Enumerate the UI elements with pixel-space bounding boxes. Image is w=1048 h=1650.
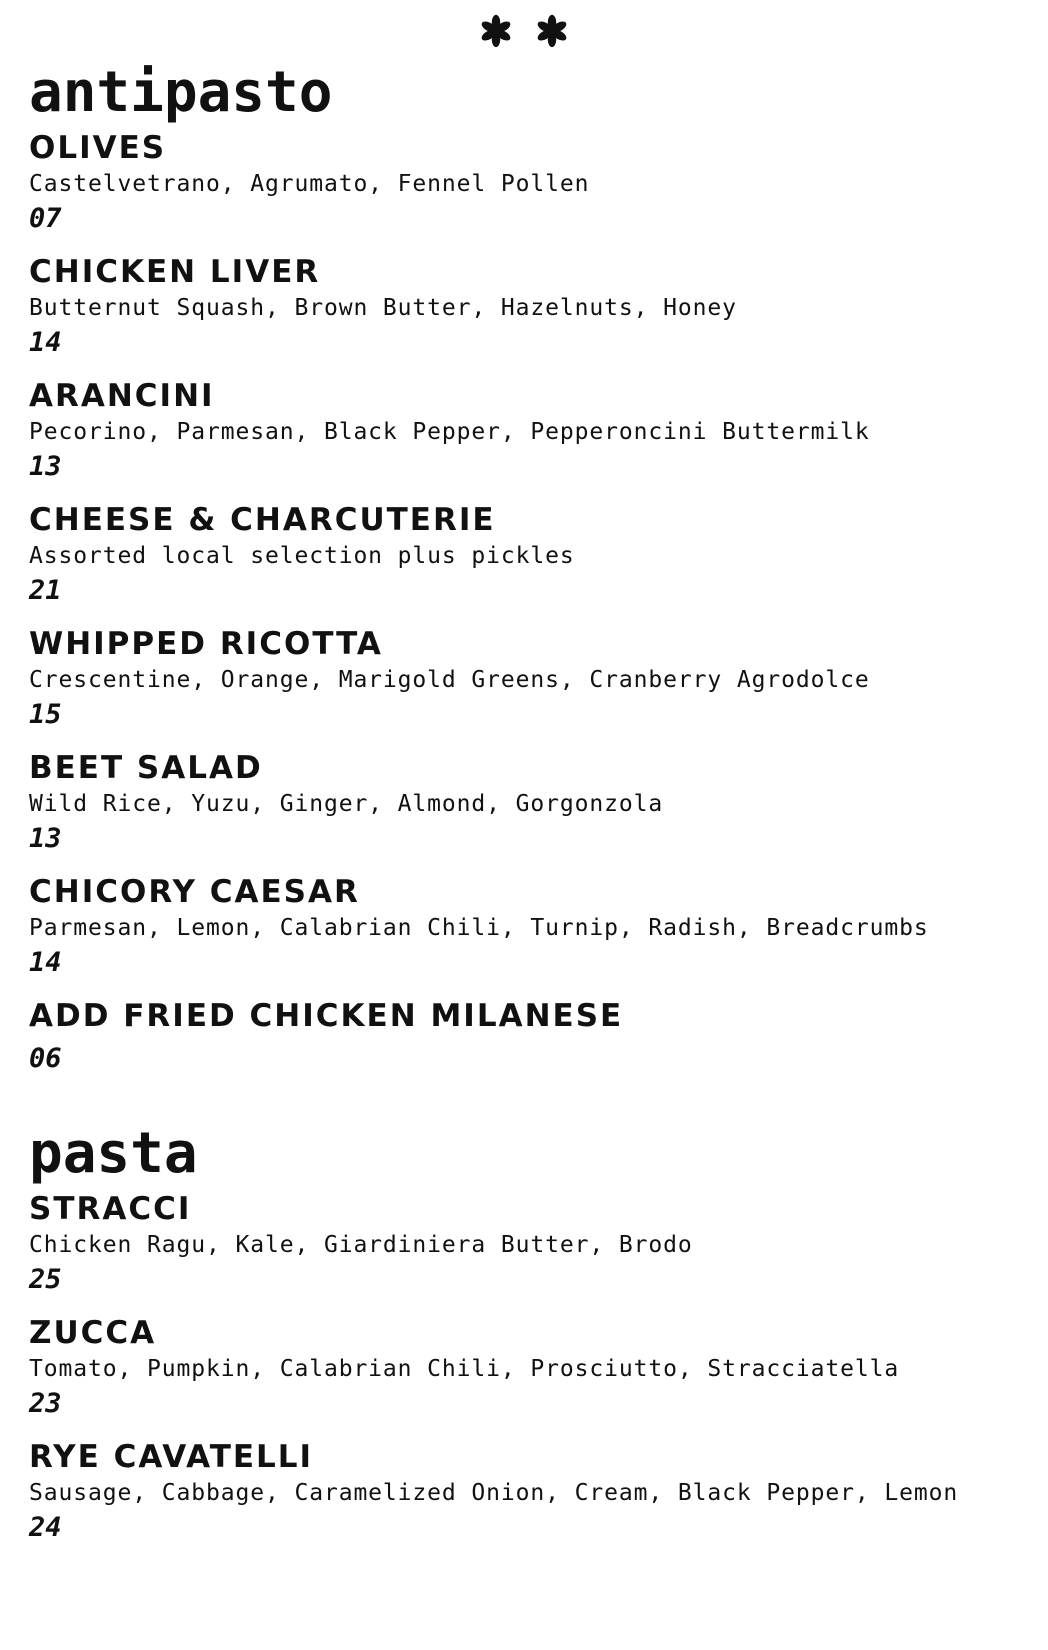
- item-price: 24: [29, 1512, 62, 1543]
- item-price: 23: [29, 1388, 62, 1419]
- item-price: 13: [29, 451, 62, 482]
- item-name: STRACCI: [29, 1191, 192, 1227]
- item-description: Butternut Squash, Brown Butter, Hazelnuts, Honey: [29, 295, 737, 321]
- section-title: antipasto: [29, 60, 333, 125]
- item-name: WHIPPED RICOTTA: [29, 626, 383, 662]
- item-name: CHICKEN LIVER: [29, 254, 321, 290]
- item-description: Castelvetrano, Agrumato, Fennel Pollen: [29, 171, 590, 197]
- menu-item: [29, 252, 1029, 376]
- item-name: OLIVES: [29, 130, 167, 166]
- section-antipasto: [29, 58, 1029, 1076]
- menu-item: [29, 1189, 1029, 1313]
- menu-item: [29, 996, 1029, 1076]
- menu-item: [29, 1313, 1029, 1437]
- section-title: pasta: [29, 1121, 198, 1186]
- section-pasta: [29, 1119, 1029, 1561]
- item-price: 21: [29, 575, 62, 606]
- flower-icon: [479, 14, 513, 48]
- item-price: 25: [29, 1264, 62, 1295]
- item-description: Pecorino, Parmesan, Black Pepper, Pepperoncini Buttermilk: [29, 419, 870, 445]
- item-price: 14: [29, 947, 62, 978]
- menu-content: [29, 58, 1029, 1561]
- item-name: RYE CAVATELLI: [29, 1439, 314, 1475]
- menu-item: [29, 748, 1029, 872]
- item-name: ARANCINI: [29, 378, 215, 414]
- item-price: 14: [29, 327, 62, 358]
- menu-item: [29, 624, 1029, 748]
- item-name: ZUCCA: [29, 1315, 157, 1351]
- item-price: 07: [29, 203, 62, 234]
- item-description: Wild Rice, Yuzu, Ginger, Almond, Gorgonzola: [29, 791, 664, 817]
- item-name: CHICORY CAESAR: [29, 874, 360, 910]
- item-name: BEET SALAD: [29, 750, 263, 786]
- logo: [0, 14, 1048, 48]
- item-description: Chicken Ragu, Kale, Giardiniera Butter, Brodo: [29, 1232, 693, 1258]
- item-description: Sausage, Cabbage, Caramelized Onion, Cream, Black Pepper, Lemon: [29, 1480, 959, 1506]
- menu-item: [29, 500, 1029, 624]
- item-description: Assorted local selection plus pickles: [29, 543, 575, 569]
- item-description: Crescentine, Orange, Marigold Greens, Cranberry Agrodolce: [29, 667, 870, 693]
- item-price: 06: [29, 1043, 62, 1074]
- menu-item: [29, 376, 1029, 500]
- item-name: CHEESE & CHARCUTERIE: [29, 502, 496, 538]
- item-name: ADD FRIED CHICKEN MILANESE: [29, 998, 624, 1034]
- item-description: Tomato, Pumpkin, Calabrian Chili, Prosciutto, Stracciatella: [29, 1356, 900, 1382]
- item-description: Parmesan, Lemon, Calabrian Chili, Turnip, Radish, Breadcrumbs: [29, 915, 929, 941]
- item-price: 13: [29, 823, 62, 854]
- flower-icon: [535, 14, 569, 48]
- menu-item: [29, 872, 1029, 996]
- item-price: 15: [29, 699, 62, 730]
- menu-item: [29, 1437, 1029, 1561]
- menu-item: [29, 128, 1029, 252]
